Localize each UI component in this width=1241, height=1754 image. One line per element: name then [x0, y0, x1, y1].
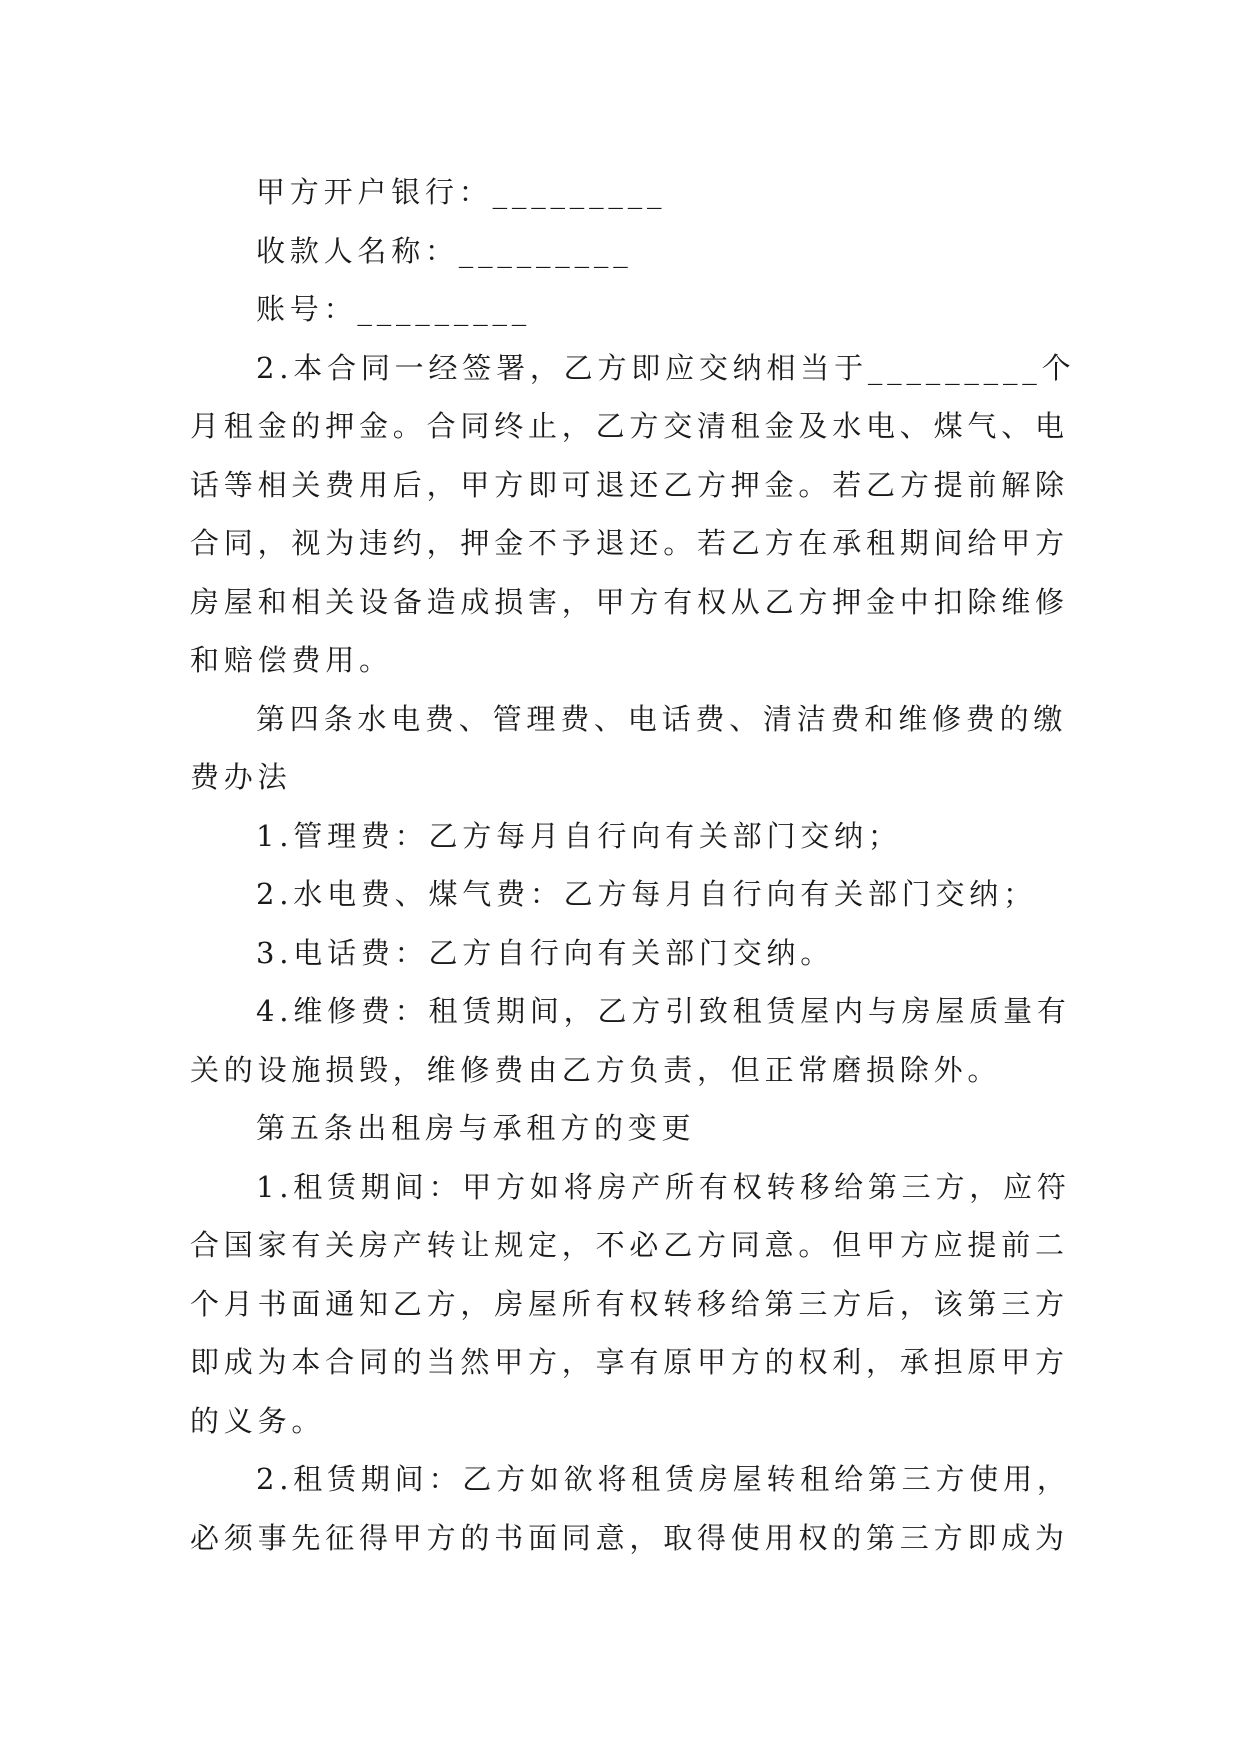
- paragraph-line: 个月书面通知乙方，房屋所有权转移给第三方后，该第三方: [190, 1286, 1069, 1321]
- paragraph-line: 2.租赁期间：乙方如欲将租赁房屋转租给第三方使用，: [256, 1462, 1071, 1496]
- paragraph-line: 合同，视为违约，押金不予退还。若乙方在承租期间给甲方: [190, 526, 1069, 560]
- paragraph-line: 2.水电费、煤气费：乙方每月自行向有关部门交纳；: [256, 877, 1037, 911]
- contract-text: [190, 163, 1076, 1567]
- paragraph-line: 关的设施损毁，维修费由乙方负责，但正常磨损除外。: [190, 1052, 1002, 1087]
- paragraph-line: 2.本合同一经签署，乙方即应交纳相当于_________个: [256, 350, 1076, 385]
- paragraph-line: 1.管理费：乙方每月自行向有关部门交纳；: [256, 818, 902, 853]
- paragraph-line: 话等相关费用后，甲方即可退还乙方押金。若乙方提前解除: [190, 467, 1069, 502]
- paragraph-line: 3.电话费：乙方自行向有关部门交纳。: [256, 935, 835, 970]
- bank-line: 甲方开户银行：_________: [256, 175, 667, 209]
- paragraph-line: 4.维修费：租赁期间，乙方引致租赁屋内与房屋质量有: [256, 994, 1071, 1028]
- paragraph-line: 即成为本合同的当然甲方，享有原甲方的权利，承担原甲方: [190, 1345, 1069, 1379]
- paragraph-line: 房屋和相关设备造成损害，甲方有权从乙方押金中扣除维修: [190, 584, 1069, 619]
- paragraph-line: 合国家有关房产转让规定，不必乙方同意。但甲方应提前二: [190, 1228, 1069, 1262]
- article-five-heading: 第五条出租房与承租方的变更: [256, 1111, 696, 1145]
- article-four-heading-cont: 费办法: [190, 760, 292, 794]
- paragraph-line: 的义务。: [190, 1403, 326, 1438]
- payee-line: 收款人名称：_________: [256, 233, 633, 268]
- paragraph-line: 1.租赁期间：甲方如将房产所有权转移给第三方，应符: [256, 1169, 1071, 1204]
- article-four-heading: 第四条水电费、管理费、电话费、清洁费和维修费的缴: [256, 701, 1068, 736]
- paragraph-line: 月租金的押金。合同终止，乙方交清租金及水电、煤气、电: [190, 409, 1069, 443]
- paragraph-line: 和赔偿费用。: [190, 643, 393, 677]
- paragraph-line: 必须事先征得甲方的书面同意，取得使用权的第三方即成为: [190, 1520, 1069, 1555]
- account-line: 账号：_________: [256, 292, 532, 326]
